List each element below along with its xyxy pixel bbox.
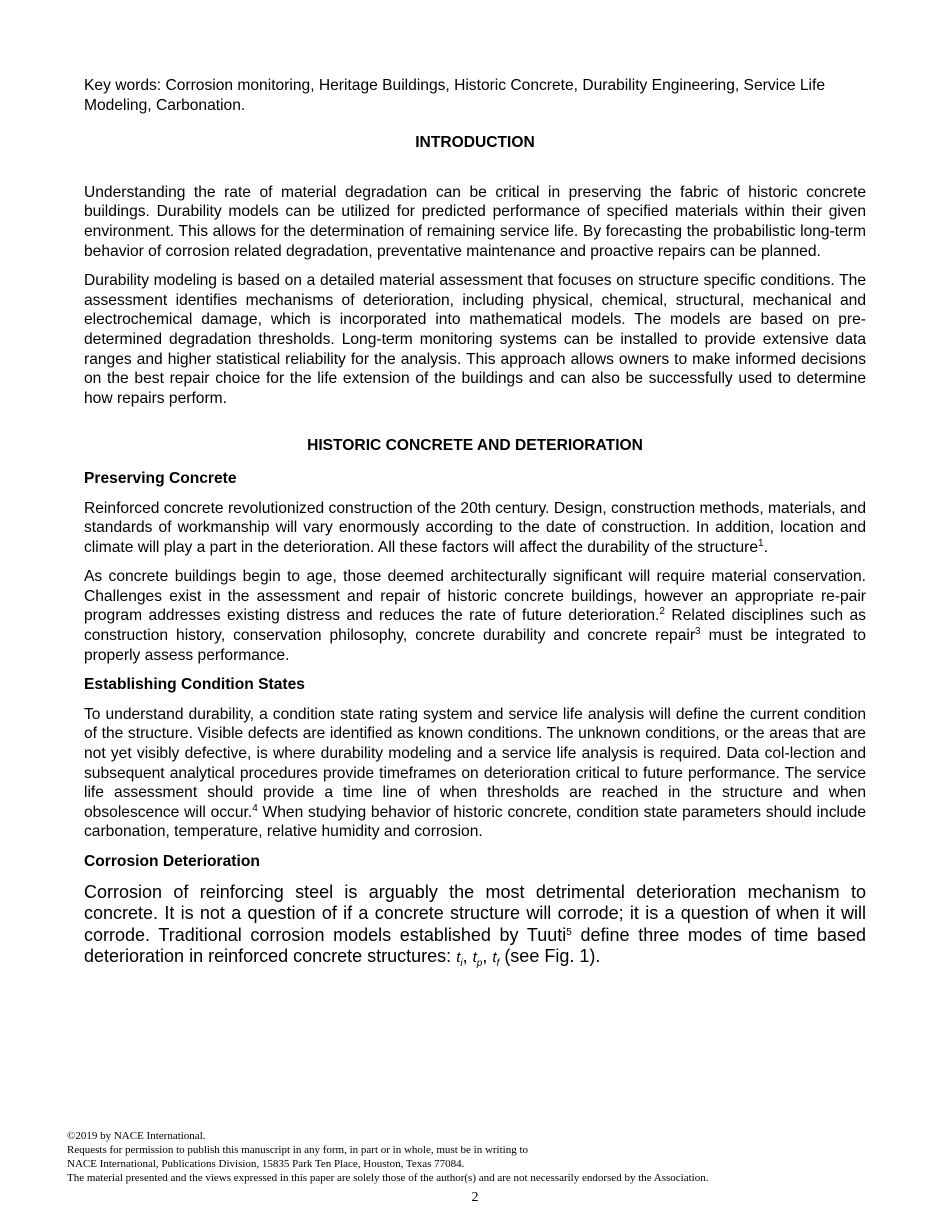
preserving-p1-end: . — [763, 538, 768, 556]
symbol-t-i: $t_i$ — [456, 949, 463, 970]
preserving-paragraph-1 — [84, 499, 866, 558]
preserving-paragraph-2 — [84, 567, 866, 665]
condition-states-paragraph — [84, 705, 866, 842]
page-number: 2 — [471, 1190, 479, 1205]
preserving-p2-text-b: Related disciplines such as construction history, conservation philosophy, concrete durability and concrete repair — [84, 607, 866, 645]
separator-1: , — [462, 946, 473, 967]
reference-1: 1 — [758, 537, 764, 549]
preserving-p2-text-c: must be integrated to properly assess performance. — [84, 627, 866, 664]
introduction-paragraph-1: Understanding the rate of material degradation can be critical in preserving the fabric of historic concrete buildings. Durability models can be utilized for predicted performance of specified materials within their given environment. This allows for the determination of remaining service life. By forecasting the probabilistic long-term behavior of corrosion related degradation, preventative maintenance and proactive repairs can be planned. — [84, 183, 866, 260]
preserving-p1-text: Reinforced concrete revolutionized construction of the 20th century. Design, construction methods, materials, and standards of workmanship will vary enormously according to the date of construction. In addition, location and climate will play a part in the deterioration. All these factors will affect the durability of the structure — [84, 499, 866, 556]
preserving-concrete-subheading: Preserving Concrete — [84, 469, 237, 487]
reference-2: 2 — [659, 606, 665, 618]
corrosion-text-end: (see Fig. 1). — [499, 946, 601, 967]
keywords: Key words: Corrosion monitoring, Heritage Buildings, Historic Concrete, Durability Engineering, Service Life Modeling, Carbonation. — [84, 77, 826, 114]
condition-states-subheading: Establishing Condition States — [84, 676, 305, 694]
corrosion-deterioration-subheading: Corrosion Deterioration — [84, 853, 260, 870]
corrosion-text-a: Corrosion of reinforcing steel is arguably the most detrimental deterioration mechanism to concrete. It is not a question of if a concrete structure will corrode; it is a question of when it will corrode. Traditional corrosion models established by Tuuti — [84, 881, 866, 945]
symbol-t-f: $t_f$ — [492, 949, 500, 970]
footer-line-4: The material presented and the views expressed in this paper are solely those of the author(s) and are not necessarily endorsed by the Association. — [67, 1172, 709, 1184]
corrosion-paragraph — [84, 882, 866, 969]
symbol-t-p: $t_p$ — [472, 949, 483, 970]
condition-text-b: When studying behavior of historic concrete, condition state parameters should include carbonation, temperature, relative humidity and corrosion. — [84, 803, 866, 841]
historic-concrete-heading: HISTORIC CONCRETE AND DETERIORATION — [307, 437, 643, 455]
paper-page — [84, 76, 866, 969]
preserving-p2-text-a: As concrete buildings begin to age, those deemed architecturally significant will require material conservation. Challenges exist in the assessment and repair of historic concrete buildings, however an appropriate re-pair program addresses existing distress and reduces the rate of future deterioration. — [84, 568, 866, 625]
reference-3: 3 — [695, 626, 701, 638]
separator-2: , — [482, 946, 493, 967]
introduction-paragraph-2: Durability modeling is based on a detailed material assessment that focuses on structure specific conditions. The assessment identifies mechanisms of deterioration, including physical, chemical, structural, mechanical and electrochemical damage, which is incorporated into mathematical models. The models are based on pre-determined degradation thresholds. Long-term monitoring systems can be installed to provide extensive data ranges and higher statistical reliability for the analysis. This approach allows owners to make informed decisions on the best repair choice for the life extension of the buildings and can also be successfully used to determine how repairs perform. — [84, 272, 866, 407]
reference-4: 4 — [252, 802, 258, 814]
corrosion-text-b: define three modes of time based deterioration in reinforced concrete structures: — [84, 924, 866, 967]
copyright-footer — [67, 1129, 887, 1185]
footer-line-1: ©2019 by NACE International. — [67, 1130, 206, 1142]
introduction-heading: INTRODUCTION — [415, 134, 535, 152]
condition-text-a: To understand durability, a condition state rating system and service life analysis will define the current condition of the structure. Visible defects are identified as known conditions. The unknown conditions, or the areas that are not yet visibly defective, is where durability modeling and a service life analysis is required. Data col-lection and subsequent analytical procedures provide timeframes on deterioration critical to future performance. The service life assessment should provide a time line of when thresholds are reached in the structure and when obsolescence will occur. — [84, 705, 866, 821]
footer-line-2: Requests for permission to publish this manuscript in any form, in part or in whole, must be in writing to — [67, 1144, 529, 1156]
footer-line-3: NACE International, Publications Division, 15835 Park Ten Place, Houston, Texas 77084. — [67, 1158, 465, 1170]
reference-5: 5 — [566, 926, 572, 938]
